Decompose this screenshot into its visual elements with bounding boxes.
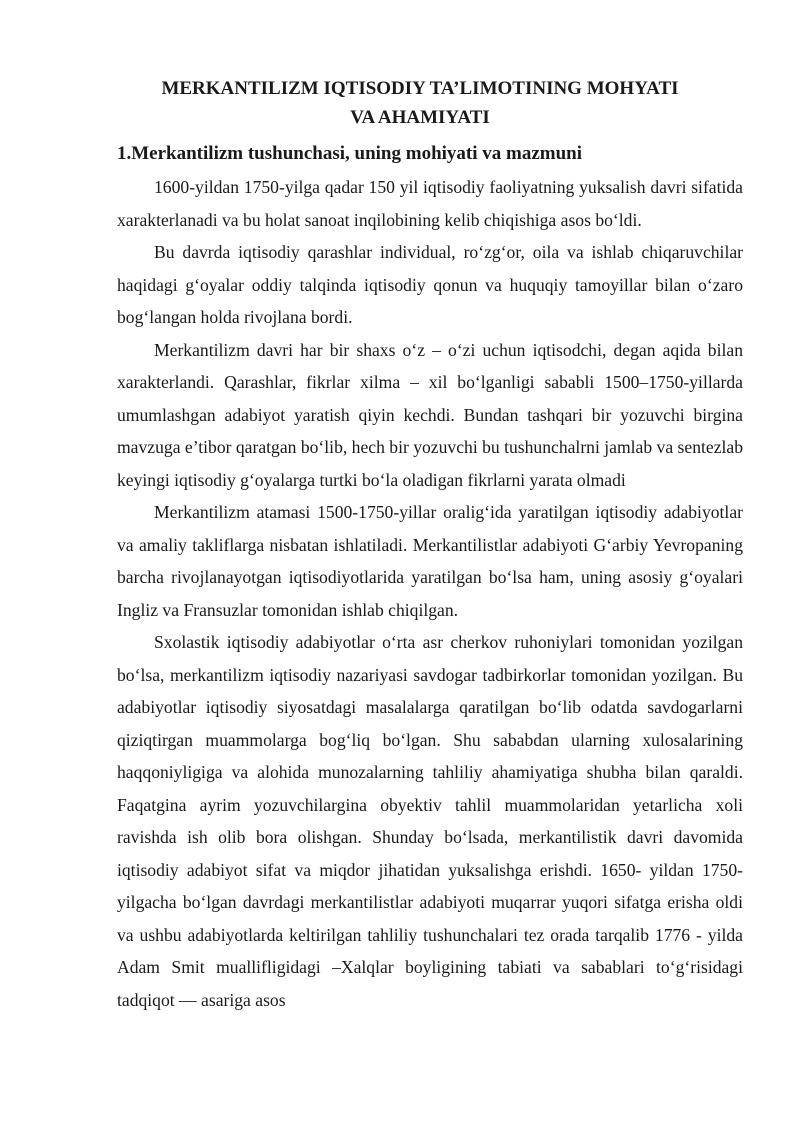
document-title-line-1: MERKANTILIZM IQTISODIY TA’LIMOTINING MOHYATI xyxy=(161,78,679,99)
paragraph-4: Merkantilizm atamasi 1500-1750-yillar oralig‘ida yaratilgan iqtisodiy adabiyotlar va amaliy takliflarga nisbatan ishlatiladi. Merkantilistlar adabiyoti G‘arbiy Yevropaning barcha rivojlanayotgan iqtisodiyotlarida yaratilgan bo‘lsa ham, uning asosiy g‘oyalari Ingliz va Fransuzlar tomonidan ishlab chiqilgan. xyxy=(117,502,743,620)
paragraph-3: Merkantilizm davri har bir shaxs o‘z – o‘zi uchun iqtisodchi, degan aqida bilan xarakterlandi. Qarashlar, fikrlar xilma – xil bo‘lganligi sababli 1500–1750-yillarda umumlashgan adabiyot yaratish qiyin kechdi. Bundan tashqari bir yozuvchi birgina mavzuga e’tibor qaratgan bo‘lib, hech bir yozuvchi bu tushunchalrni jamlab va sentezlab keyingi iqtisodiy g‘oyalarga turtki bo‘la oladigan fikrlarni yarata olmadi xyxy=(117,339,743,490)
section-heading: 1.Merkantilizm tushunchasi, uning mohiyati va mazmuni xyxy=(117,143,583,164)
paragraph-5: Sxolastik iqtisodiy adabiyotlar o‘rta asr cherkov ruhoniylari tomonidan yozilgan bo‘lsa, merkantilizm iqtisodiy nazariyasi savdogar tadbirkorlar tomonidan yozilgan. Bu adabiyotlar iqtisodiy siyosatdagi masalalarga qaratilgan bo‘lib odatda savdogarlarni qiziqtirgan muammolarga bog‘liq bo‘lgan. Shu sababdan ularning xulosalarining haqqoniyligiga va alohida munozalarning tahliliy ahamiyatiga shubha bilan qaraldi. Faqatgina ayrim yozuvchilargina obyektiv tahlil muammolaridan yetarlicha xoli ravishda ish olib bora olishgan. Shunday bo‘lsada, merkantilistik davri davomida iqtisodiy adabiyot sifat va miqdor jihatidan yuksalishga erishdi. 1650- yildan 1750- yilgacha bo‘lgan davrdagi merkantilistlar adabiyoti muqarrar yuqori sifatga erisha oldi va ushbu adabiyotlarda keltirilgan tahliliy tushunchalari tez orada tarqalib 1776 - yilda Adam Smit muallifligidagi –Xalqlar boyligining tabiati va sabablari to‘g‘risidagi tadqiqot — asariga asos xyxy=(117,632,743,1010)
body-text xyxy=(117,171,743,1016)
document-title xyxy=(100,74,740,132)
document-title-line-2: VA AHAMIYATI xyxy=(350,107,490,128)
paragraph-2: Bu davrda iqtisodiy qarashlar individual, ro‘zg‘or, oila va ishlab chiqaruvchilar haqidagi g‘oyalar oddiy talqinda iqtisodiy qonun va huquqiy tamoyillar bilan o‘zaro bog‘langan holda rivojlana bordi. xyxy=(117,242,743,327)
paragraph-1: 1600-yildan 1750-yilga qadar 150 yil iqtisodiy faoliyatning yuksalish davri sifatida xarakterlanadi va bu holat sanoat inqilobining kelib chiqishiga asos bo‘ldi. xyxy=(117,177,743,230)
